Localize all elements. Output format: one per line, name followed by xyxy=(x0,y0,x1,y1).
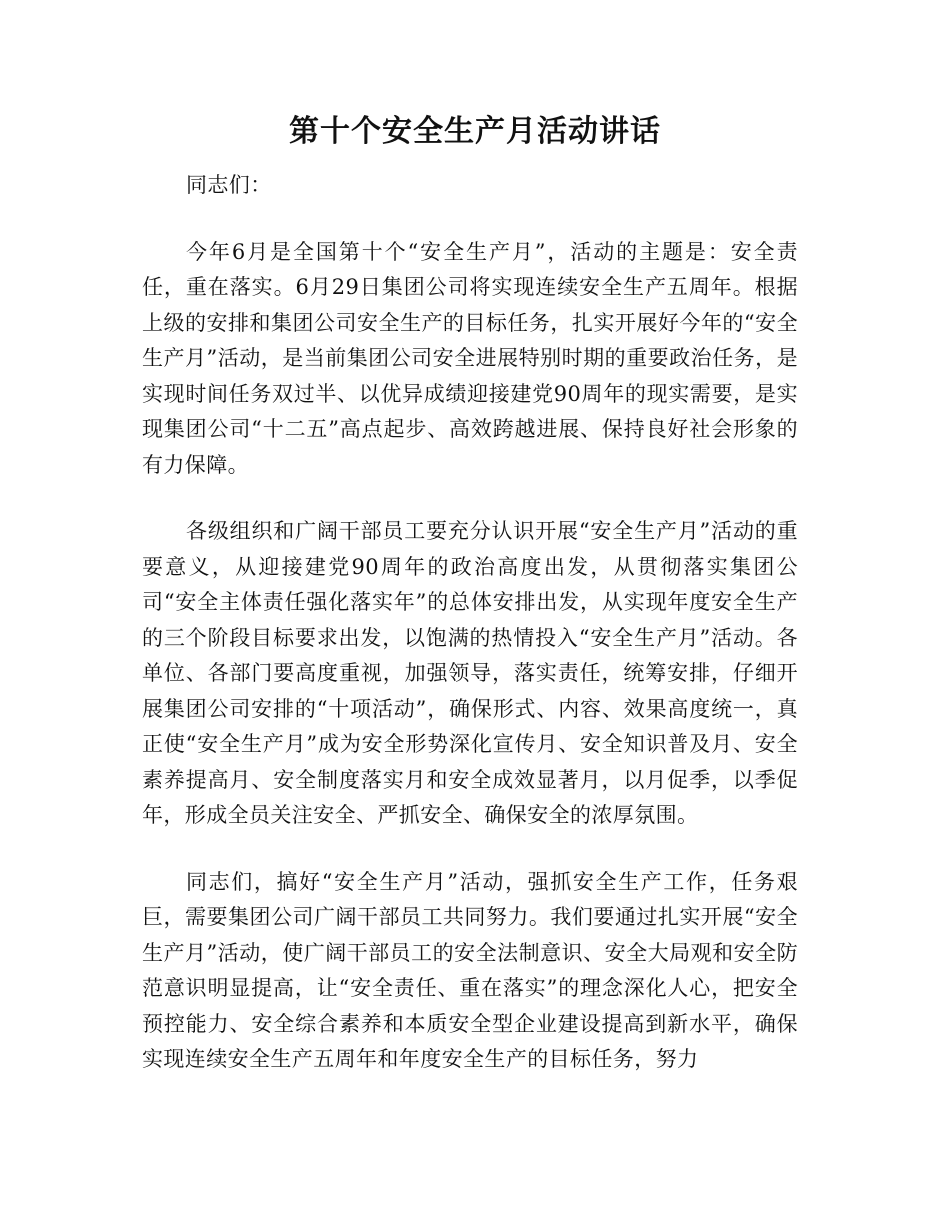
paragraph-2: 各级组织和广阔干部员工要充分认识开展“安全生产月”活动的重要意义，从迎接建党90周年的政治高度出发，从贯彻落实集团公司“安全主体责任强化落实年”的总体安排出发，从实现年度安全生产的三个阶段目标要求出发，以饱满的热情投入“安全生产月”活动。各单位、各部门要高度重视，加强领导，落实责任，统筹安排，仔细开展集团公司安排的“十项活动”，确保形式、内容、效果高度统一，真正使“安全生产月”成为安全形势深化宣传月、安全知识普及月、安全素养提高月、安全制度落实月和安全成效显著月，以月促季，以季促年，形成全员关注安全、严抓安全、确保安全的浓厚氛围。 xyxy=(142,519,798,827)
paragraph-3: 同志们，搞好“安全生产月”活动，强抓安全生产工作，任务艰巨，需要集团公司广阔干部员工共同努力。我们要通过扎实开展“安全生产月”活动，使广阔干部员工的安全法制意识、安全大局观和安全防范意识明显提高，让“安全责任、重在落实”的理念深化人心，把安全预控能力、安全综合素养和本质安全型企业建设提高到新水平，确保实现连续安全生产五周年和年度安全生产的目标任务，努力 xyxy=(142,869,798,1071)
document-body xyxy=(142,168,798,1078)
document-title: 第十个安全生产月活动讲话 xyxy=(289,114,661,149)
paragraph-spacer xyxy=(142,834,798,865)
paragraph-spacer xyxy=(142,204,798,235)
paragraph-1: 今年6月是全国第十个“安全生产月”，活动的主题是：安全责任，重在落实。6月29日集团公司将实现连续安全生产五周年。根据上级的安排和集团公司安全生产的目标任务，扎实开展好今年的“安全生产月”活动，是当前集团公司安全进展特别时期的重要政治任务，是实现时间任务双过半、以优异成绩迎接建党90周年的现实需要，是实现集团公司“十二五”高点起步、高效跨越进展、保持良好社会形象的有力保障。 xyxy=(142,239,798,477)
salutation: 同志们： xyxy=(186,173,272,197)
paragraph-spacer xyxy=(142,483,798,514)
